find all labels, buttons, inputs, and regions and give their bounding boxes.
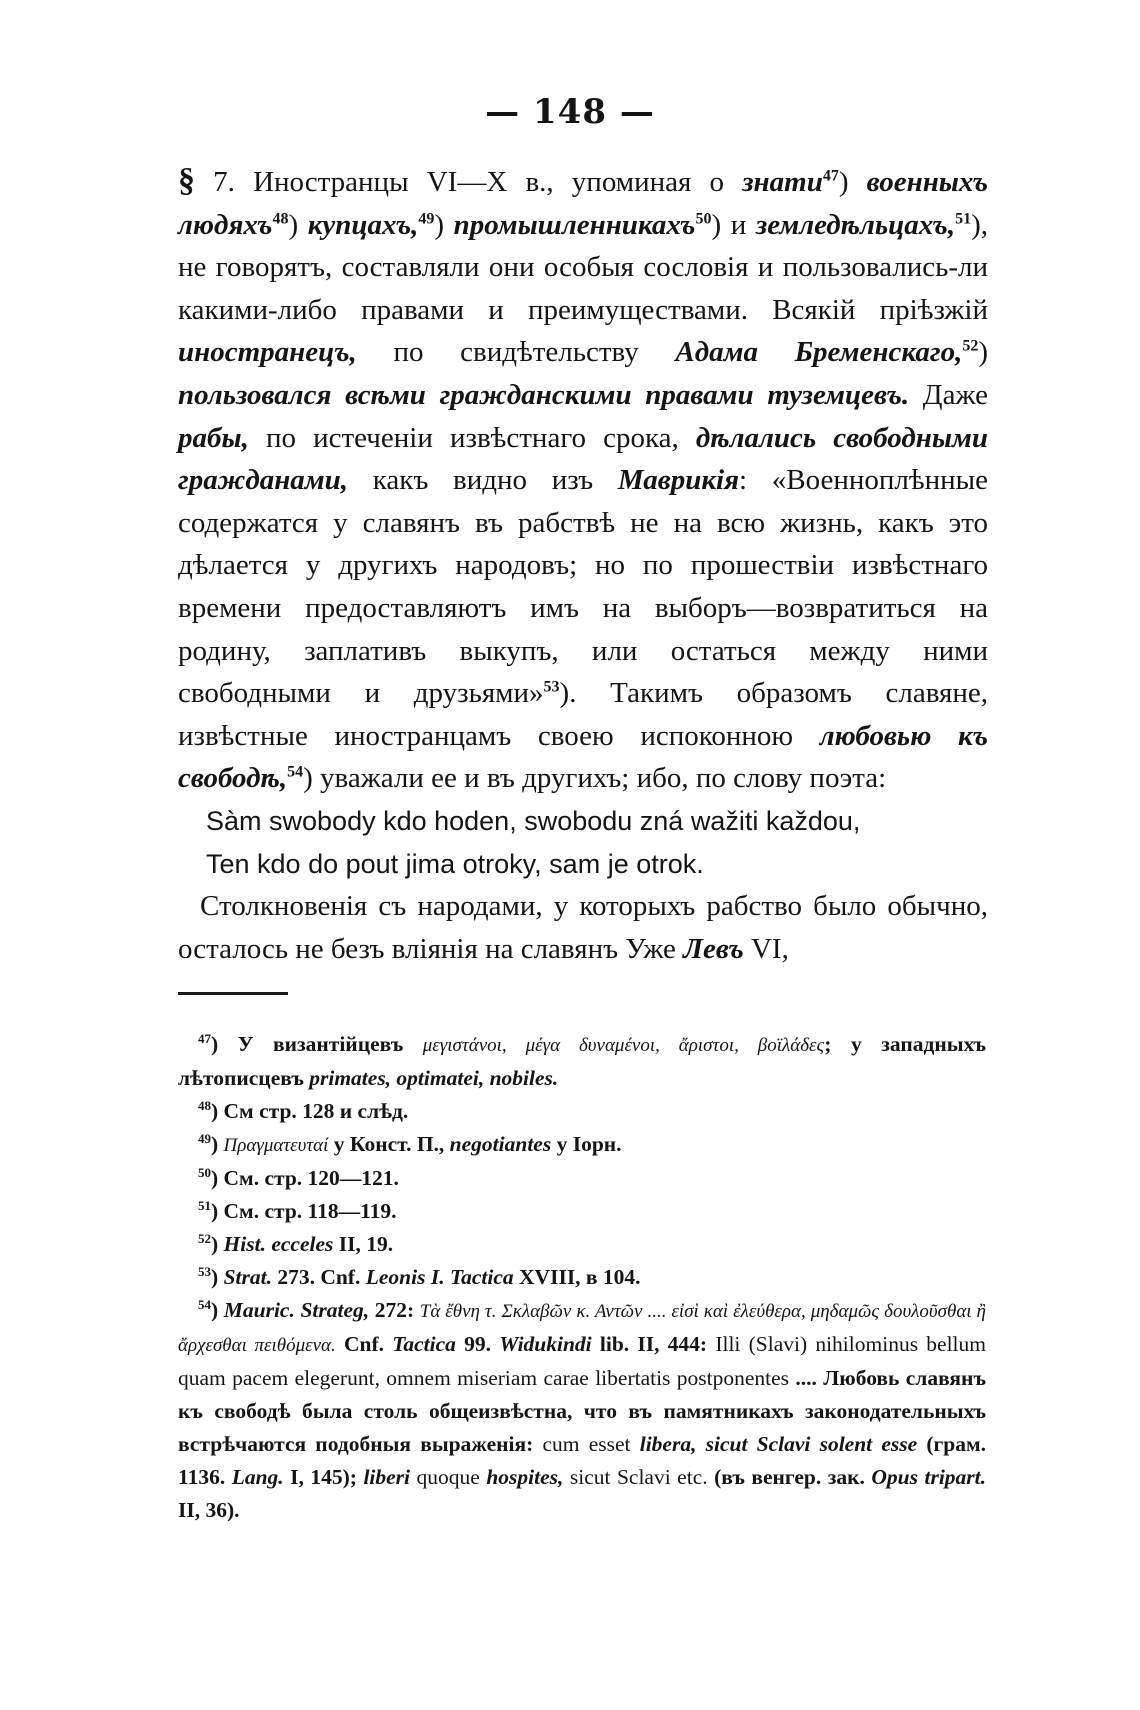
text-run: VI, (743, 932, 789, 965)
greek-text: μεγιστάνοι, μέγα δυναμένοι, ἄριστοι, βοϊλάδες (422, 1035, 825, 1056)
italic-run: Widukindi (499, 1332, 592, 1356)
text-run: II, 36). (178, 1498, 240, 1522)
text-run: ), не говорятъ, составляли они особыя сословія и пользовались-ли какими-либо правами и преимуществами. Всякій пріѣзжій (178, 208, 988, 326)
text-run: какъ видно изъ (348, 464, 618, 497)
footnote-number: 52 (198, 1230, 211, 1246)
italic-run: hospites, (486, 1465, 564, 1489)
footnote-ref: 54 (287, 763, 304, 781)
text-run: ) См. стр. 118—119. (211, 1199, 397, 1223)
footnote-51 (178, 1195, 986, 1228)
text-run: ; у западныхъ лѣтописцевъ (178, 1032, 986, 1090)
text-run: ) (211, 1132, 224, 1156)
text-run: .... Любовь славянъ къ свободѣ была столь общеизвѣстна, что въ памятникахъ законодательныхъ встрѣчаются подобныя выраженія: (178, 1366, 986, 1456)
italic-run: Hist. ecceles (223, 1232, 334, 1256)
italic-run: Левъ (683, 932, 744, 965)
text-run: Cnf. (335, 1332, 393, 1356)
text-run: lib. II, 444: (591, 1332, 716, 1356)
footnote-number: 51 (198, 1197, 211, 1213)
text-run: Столкновенія съ народами, у которыхъ рабство было обычно, осталось не безъ вліянія на славянъ Уже (178, 890, 988, 965)
italic-run: negotiantes (449, 1132, 552, 1156)
text-run: ). Такимъ образомъ славяне, извѣстные иностранцамъ своею испоконною (178, 677, 988, 752)
footnote-54 (178, 1294, 986, 1527)
latin-text: sicut Sclavi etc. (563, 1465, 708, 1489)
text-run: XVIII, в 104. (513, 1265, 641, 1289)
greek-text: Τὰ ἔθνη τ. Σκλαβῶν κ. Αντῶν .... εἰσὶ καὶ ἐλεύθερα, μηδαμῶς δουλοῦσθαι ἢ ἄρχεσθαι πειθόμενα. (178, 1301, 986, 1356)
text-run: II, 19. (333, 1232, 394, 1256)
italic-run: primates, optimatei, nobiles. (309, 1066, 559, 1090)
italic-run: Opus tripart. (871, 1465, 987, 1489)
italic-run: Lang. (231, 1465, 284, 1489)
text-run: по истеченіи извѣстнаго срока, (248, 421, 696, 454)
text-run: I, 145); (283, 1465, 364, 1489)
footnote-number: 50 (198, 1164, 211, 1180)
text-run: 272: (369, 1298, 420, 1322)
italic-run: знати (742, 166, 823, 198)
greek-text: Πραγματευταί (223, 1135, 329, 1156)
text-run: ) (434, 208, 454, 241)
text-run: 273. Cnf. (271, 1265, 366, 1289)
footnote-number: 48 (198, 1097, 211, 1113)
italic-run: пользовался всѣми гражданскими правами туземцевъ. (178, 378, 910, 411)
text-run: по свидѣтельству (356, 336, 676, 369)
footnote-ref: 51 (955, 209, 972, 227)
footnote-53 (178, 1261, 986, 1294)
footnote-ref: 53 (543, 678, 560, 696)
footnote-number: 47 (198, 1030, 211, 1046)
latin-text: cum esset (542, 1432, 631, 1456)
italic-run: земледѣльцахъ, (755, 208, 956, 241)
italic-run: liberi (363, 1465, 411, 1489)
footnote-47 (178, 1028, 986, 1095)
footnote-ref: 49 (418, 209, 435, 227)
italic-run: Tactica (392, 1332, 456, 1356)
text-run: ) (211, 1298, 224, 1322)
footnote-number: 53 (198, 1263, 211, 1279)
text-run: (грам. 1136. (178, 1432, 987, 1489)
italic-run: рабы, (178, 421, 249, 454)
footnote-number: 49 (198, 1130, 211, 1146)
italic-run: Маврикія (617, 464, 740, 497)
italic-run: военныхъ людяхъ (178, 166, 988, 241)
latin-text: quoque (410, 1465, 487, 1489)
text-run: у Іорн. (551, 1132, 622, 1156)
footnote-divider (178, 992, 288, 995)
text-run: ) См стр. 128 и слѣд. (211, 1099, 409, 1123)
paragraph-1 (178, 160, 988, 800)
main-text (178, 160, 988, 970)
footnote-ref: 48 (272, 209, 289, 227)
text-run: ) уважали ее и въ другихъ; ибо, по слову поэта: (303, 762, 887, 795)
text-run: ) (288, 208, 308, 241)
italic-run: Leonis I. Tactica (365, 1265, 514, 1289)
footnote-number: 54 (198, 1296, 211, 1312)
latin-text: Illi (Slavi) nihilominus bellum quam pacem elegerunt, omnem miseriam carae libertatis postponentes (178, 1332, 986, 1390)
text-run: ) и (711, 208, 756, 241)
paragraph-2 (178, 885, 988, 970)
footnote-52 (178, 1228, 986, 1261)
italic-run: дѣлались свободными гражданами, (178, 421, 988, 497)
italic-run: Адама Бременскаго, (675, 336, 963, 369)
italic-run: иностранецъ, (178, 336, 357, 369)
italic-run: промышленникахъ (453, 208, 696, 241)
page-number: — 148 — (485, 92, 655, 132)
footnote-ref: 52 (962, 337, 979, 355)
text-run: Даже (909, 378, 988, 411)
text-run: ) См. стр. 120—121. (211, 1166, 399, 1190)
italic-run: Mauric. Strateg, (223, 1298, 370, 1322)
italic-run: купцахъ, (307, 208, 419, 241)
footnotes (178, 1028, 986, 1527)
footnote-ref: 47 (822, 167, 839, 185)
section-sign: § (178, 162, 195, 199)
verse-line-1: Sàm swobody kdo hoden, swobodu zná wažiti každou, (206, 805, 861, 836)
italic-run: любовью къ свободѣ, (178, 719, 988, 795)
text-run: ) (978, 336, 988, 369)
verse-quote (178, 800, 988, 885)
text-run: ) (838, 166, 867, 198)
text-run: ) (211, 1265, 224, 1289)
text-run: (въ венгер. зак. (707, 1465, 872, 1489)
text-run: 99. (455, 1332, 500, 1356)
footnote-48 (178, 1095, 986, 1128)
text-run: 7. Иностранцы VI—X в., упоминая о (195, 166, 743, 198)
footnote-50 (178, 1162, 986, 1195)
text-run: ) У византійцевъ (211, 1032, 423, 1056)
text-run: : «Военноплѣнные содержатся у славянъ въ рабствѣ не на всю жизнь, какъ это дѣлается у другихъ народовъ; но по прошествіи извѣстнаго времени предоставляютъ имъ на выборъ—возвратиться на родину, заплативъ выкупъ, или остаться между ними свободными и друзьями» (178, 464, 988, 710)
verse-line-2: Ten kdo do pout jima otroky, sam je otrok. (206, 848, 704, 879)
footnote-ref: 50 (695, 209, 712, 227)
italic-run: Strat. (223, 1265, 272, 1289)
text-run: у Конст. П., (328, 1132, 450, 1156)
text-run: ) (211, 1232, 224, 1256)
footnote-49 (178, 1128, 986, 1162)
italic-run: libera, sicut Sclavi solent esse (639, 1432, 918, 1456)
